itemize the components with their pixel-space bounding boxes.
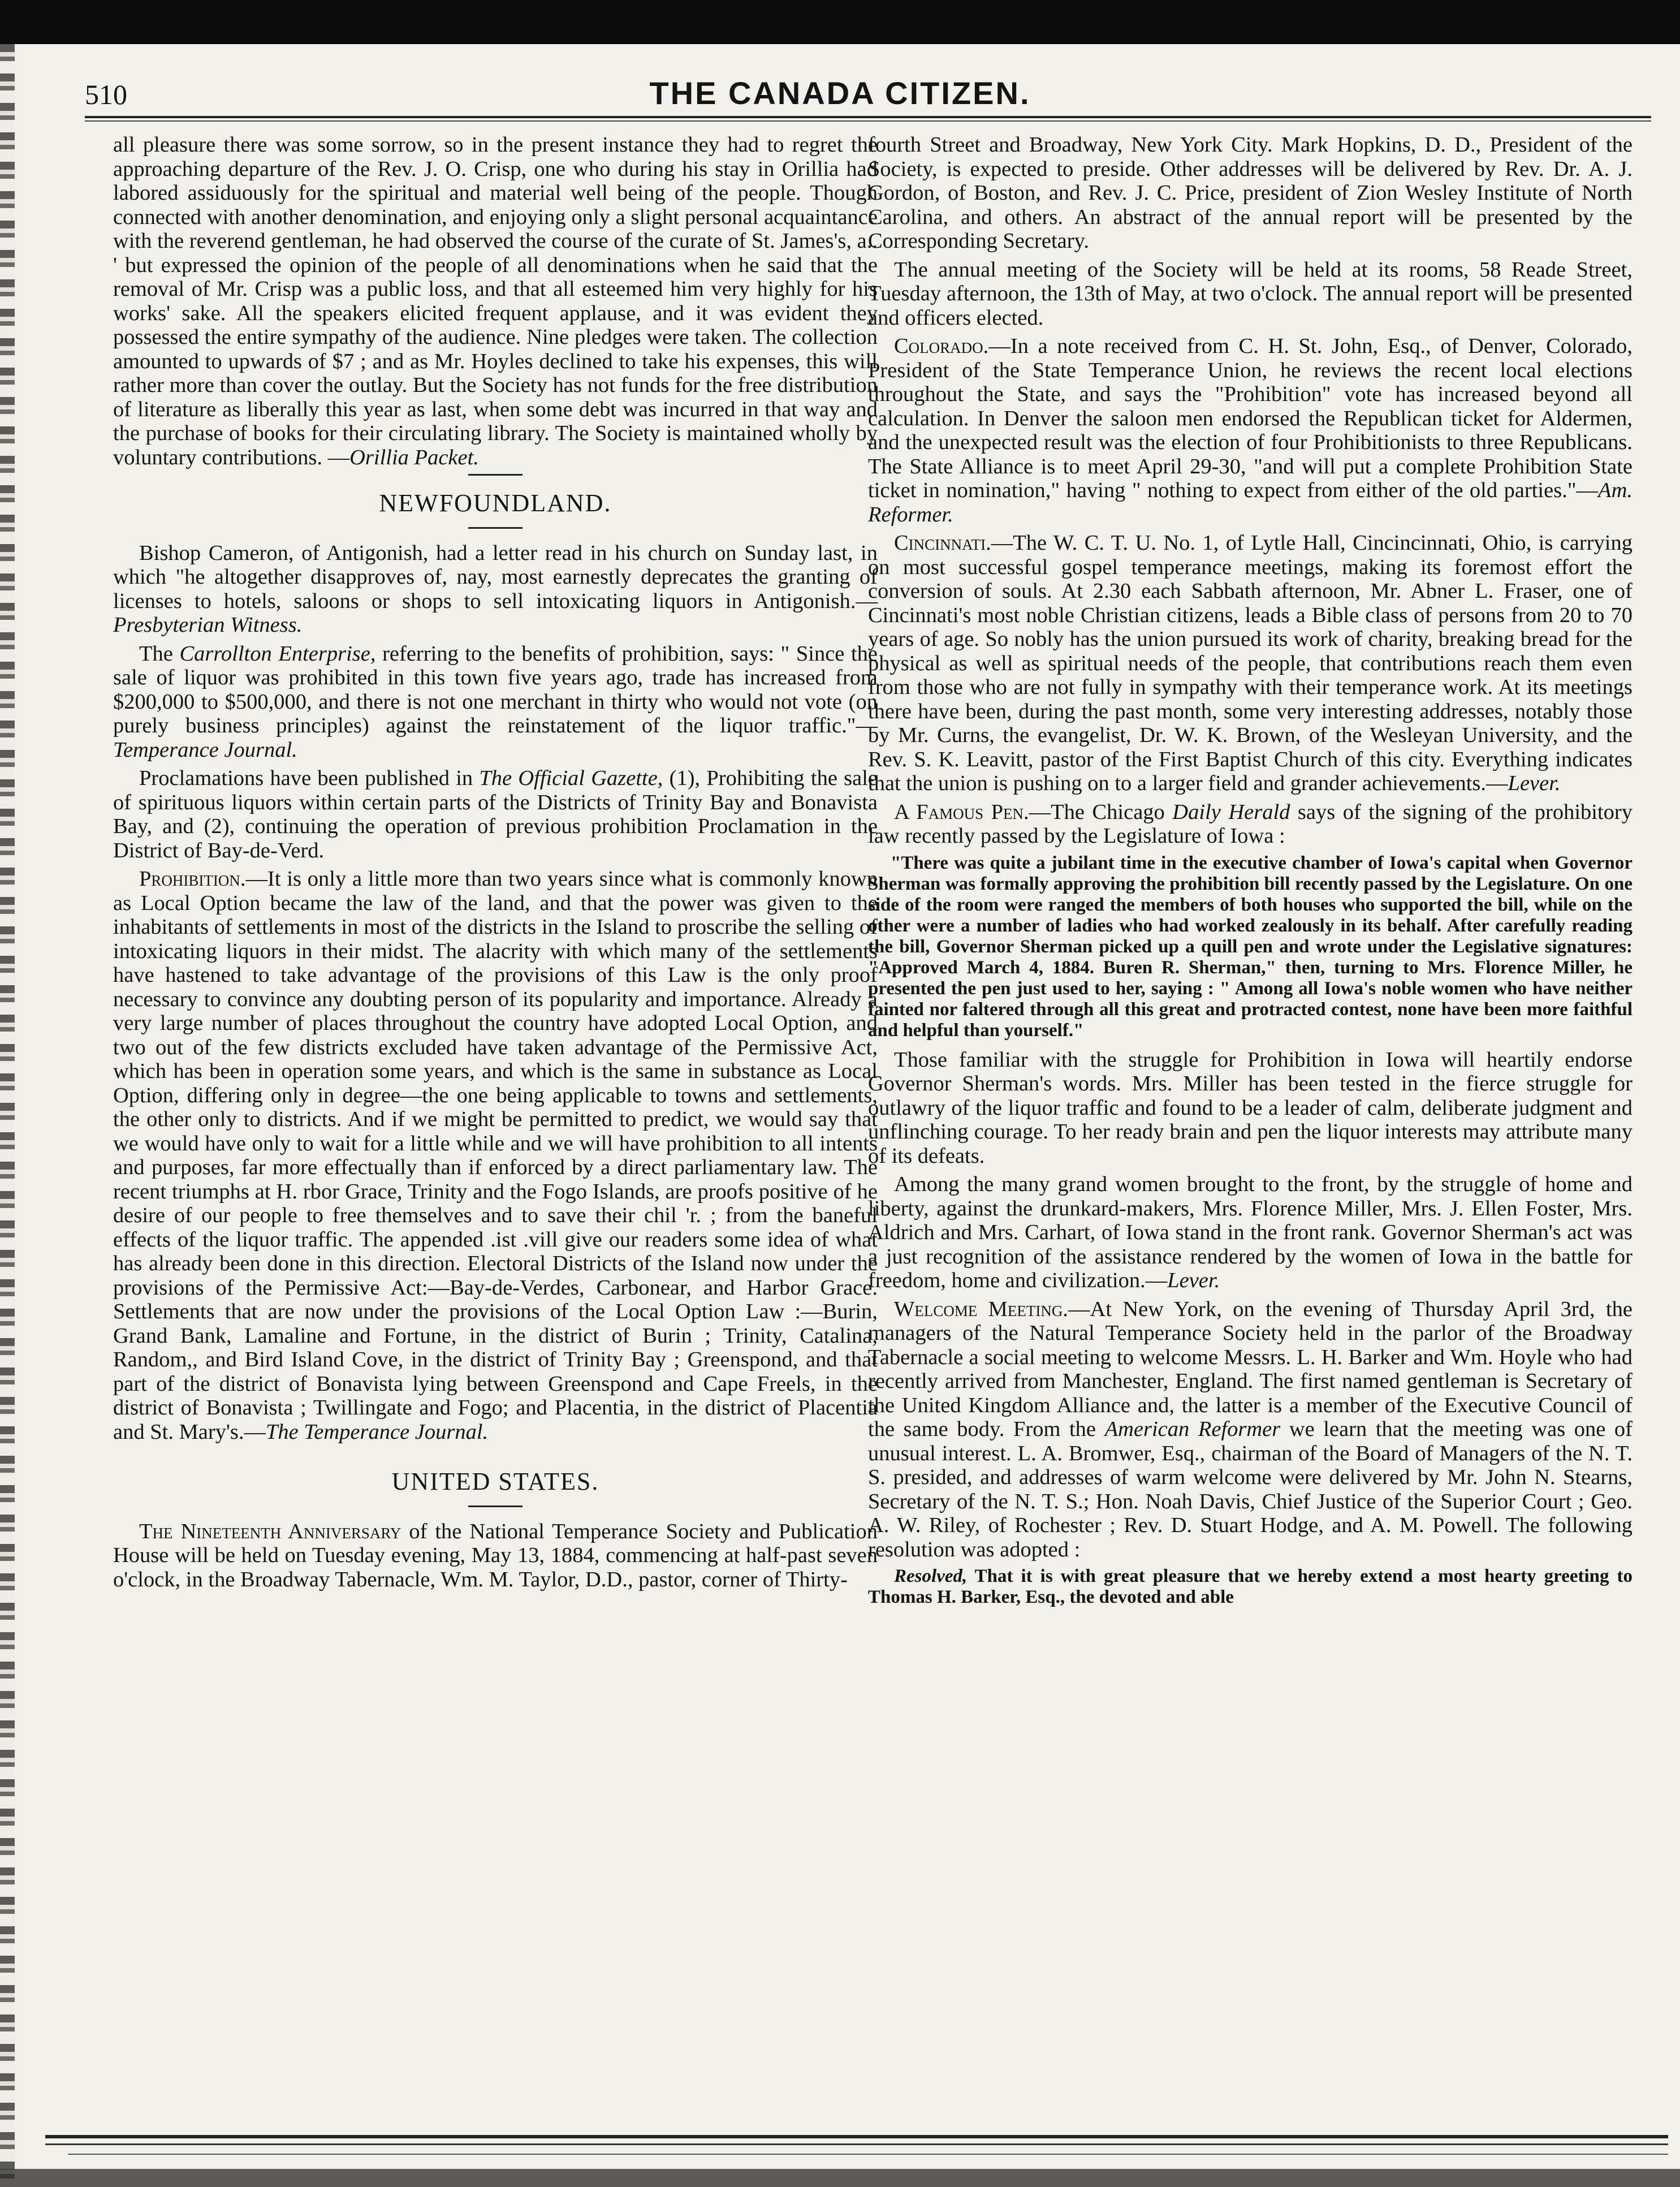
page-number: 510 — [85, 79, 127, 110]
footer-rule — [45, 2135, 1668, 2138]
section-rule — [468, 474, 522, 476]
source-credit: Temperance Journal. — [113, 737, 297, 762]
paragraph-lead: A Famous Pen. — [894, 800, 1029, 824]
paragraph-lead: Resolved, — [894, 1566, 968, 1586]
article-paragraph: Colorado.—In a note received from C. H. St. John, Esq., of Denver, Colorado, President of the State Temperance Union, he reviews the recent local elections throughout the State, and says the "Prohibition" vote has increased beyond all calculation. In Denver the saloon men endorsed the Republican ticket for Aldermen, and the unexpected result was the election of four Prohibitionists to three Republicans. The State Alliance is to meet April 29-30, "and will put a complete Prohibition State ticket in nomination," having " nothing to expect from either of the old parties."—Am. Reformer. — [868, 334, 1633, 527]
article-paragraph: The annual meeting of the Society will be held at its rooms, 58 Reade Street, Tuesday afternoon, the 13th of May, at two o'clock. The annual report will be presented and officers elected. — [868, 257, 1633, 330]
source-credit: Presbyterian Witness. — [113, 613, 303, 637]
footer-rule-hairline — [68, 2154, 1668, 2155]
section-heading-united-states: UNITED STATES. — [391, 1468, 599, 1495]
publication-name: American Reformer — [1104, 1417, 1281, 1441]
paragraph-lead: Welcome Meeting. — [894, 1297, 1069, 1321]
article-paragraph: Bishop Cameron, of Antigonish, had a letter read in his church on Sunday last, in which "he altogether disapproves of, nay, most earnestly deprecates the granting of licenses to hotels, saloons or shops to sell intoxicating liquors in Antigonish.—Presbyterian Witness. — [113, 541, 878, 637]
quote-text: "There was quite a jubilant time in the executive chamber of Iowa's capital when Governor Sherman was formally approving the prohibition bill recently passed by the Legislature. On one side of the room were ranged the members of both houses who supported the bill, while on the other were a number of ladies who had worked zealously in its behalf. After carefully reading the bill, Governor Sherman picked up a quill pen and wrote under the Legislative signatures: "Approved March 4, 1884. Buren R. Sherman," then, turning to Mrs. Florence Miller, he presented the pen just used to her, saying : " Among all Iowa's noble women who have neither fainted nor faltered through all this great and protracted contest, none have been more faithful and helpful than yourself." — [868, 852, 1633, 1041]
article-paragraph: Prohibition.—It is only a little more than two years since what is commonly known as Local Option became the law of the land, and that the power was given to the inhabitants of settlements in most of the districts in the Island to proscribe the selling of intoxicating liquors in their midst. The alacrity with which many of the settlements have hastened to take advantage of the provisions of this Law is the only proof necessary to convince any doubting person of its popularity and importance. Already a very large number of places throughout the country have adopted Local Option, and two out of the few districts excluded have taken advantage of the Permissive Act, which has been in operation some years, and which is the same in substance as Local Option, differing only in degree—the one being applicable to towns and settlements, the other only to districts. And if we might be permitted to predict, we would say that we would have only to wait for a little while and we will have prohibition to all intents and purposes, far more effectually than if enforced by a direct parliamentary law. The recent triumphs at H. rbor Grace, Trinity and the Fogo Islands, are proofs positive of he desire of our people to free themselves and to save their chil 'r. ; from the baneful effects of the liquor traffic. The appended .ist .vill give our readers some idea of what has already been done in this direction. Electoral Districts of the Island now under the provisions of the Permissive Act:—Bay-de-Verdes, Carbonear, and Harbor Grace. Settlements that are now under the provisions of the Local Option Law :—Burin, Grand Bank, Lamaline and Fortune, in the district of Burin ; Trinity, Catalina, Random,, and Bird Island Cove, in the district of Trinity Bay ; Greenspond, and that part of the district of Bonavista lying between Greenspond and Cape Freels, in the district of Bonavista ; Twillingate and Fogo; and Placentia, in the district of Placentia and St. Mary's.—The Temperance Journal. — [113, 867, 878, 1444]
article-paragraph: Among the many grand women brought to the front, by the struggle of home and liberty, against the drunkard-makers, Mrs. Florence Miller, Mrs. J. Ellen Foster, Mrs. Aldrich and Mrs. Carhart, of Iowa stand in the front rank. Governor Sherman's act was a just recognition of the assistance rendered by the women of Iowa in the battle for freedom, home and civilization.—Lever. — [868, 1172, 1633, 1292]
article-paragraph: The Nineteenth Anniversary of the National Temperance Society and Publication House will be held on Tuesday evening, May 13, 1884, commencing at half-past seven o'clock, in the Broadway Tabernacle, Wm. M. Taylor, D.D., pastor, corner of Thirty- — [113, 1519, 878, 1591]
source-credit: Lever. — [1167, 1269, 1220, 1292]
source-credit: Lever. — [1508, 771, 1561, 795]
header-rule — [85, 116, 1651, 118]
publication-name: Daily Herald — [1172, 800, 1290, 824]
scan-bottom-border — [0, 2169, 1680, 2187]
section-rule — [468, 527, 522, 529]
right-column — [868, 133, 1633, 1612]
section-rule — [468, 1506, 522, 1507]
header-rule-thin — [85, 120, 1651, 122]
paragraph-lead: Cincinnati. — [894, 531, 991, 555]
article-paragraph: Proclamations have been published in The Official Gazette, (1), Prohibiting the sale of spirituous liquors within certain parts of the Districts of Trinity Bay and Bonavista Bay, and (2), continuing the operation of previous prohibition Proclamation in the District of Bay-de-Verd. — [113, 766, 878, 862]
article-paragraph: Welcome Meeting.—At New York, on the evening of Thursday April 3rd, the managers of the Natural Temperance Society held in the parlor of the Broadway Tabernacle a social meeting to welcome Messrs. L. H. Barker and Wm. Hoyle who had recently arrived from Manchester, England. The first named gentleman is Secretary of the United Kingdom Alliance and, the latter is a member of the Executive Council of the same body. From the American Reformer we learn that the meeting was one of unusual interest. L. A. Bromwer, Esq., chairman of the Board of Managers of the N. T. S. presided, and addresses of warm welcome were delivered by Mr. John N. Stearns, Secretary of the N. T. S.; Hon. Noah Davis, Chief Justice of the Superior Court ; Geo. A. W. Riley, of Rochester ; Rev. D. Stuart Hodge, and A. M. Powell. The following resolution was adopted : — [868, 1297, 1633, 1561]
article-paragraph: A Famous Pen.—The Chicago Daily Herald says of the signing of the prohibitory law recently passed by the Legislature of Iowa : — [868, 800, 1633, 848]
paragraph-lead: The Nineteenth Anniversary — [139, 1519, 401, 1543]
article-paragraph: The Carrollton Enterprise, referring to the benefits of prohibition, says: " Since the sale of liquor was prohibited in this town five years ago, trade has increased from $200,000 to $500,000, and there is not one merchant in thirty who would not vote (on purely business principles) against the reinstatement of the liquor traffic."—Temperance Journal. — [113, 641, 878, 762]
publication-name: The Official Gazette, — [479, 766, 663, 790]
paragraph-lead: Prohibition. — [139, 867, 246, 891]
section-heading-newfoundland: NEWFOUNDLAND. — [379, 489, 612, 517]
article-paragraph: fourth Street and Broadway, New York City. Mark Hopkins, D. D., President of the Society, is expected to preside. Other addresses will be delivered by Rev. Dr. A. J. Gordon, of Boston, and Rev. J. C. Price, president of Zion Wesley Institute of North Carolina, and others. An abstract of the annual report will be presented by the Corresponding Secretary. — [868, 133, 1633, 253]
source-credit: Orillia Packet. — [349, 445, 479, 469]
publication-name: Carrollton Enterprise, — [179, 641, 376, 666]
publication-title: THE CANADA CITIZEN. — [649, 75, 1031, 111]
source-credit: Am. Reformer. — [868, 478, 1633, 527]
source-credit: The Temperance Journal. — [266, 1420, 489, 1444]
article-paragraph: Those familiar with the struggle for Prohibition in Iowa will heartily endorse Governor Sherman's words. Mrs. Miller has been tested in the fierce struggle for outlawry of the liquor traffic and found to be a leader of calm, deliberate judgment and unflinching courage. To her ready brain and pen the liquor interests may attribute many of its defeats. — [868, 1047, 1633, 1168]
article-paragraph: Cincinnati.—The W. C. T. U. No. 1, of Lytle Hall, Cincincinnati, Ohio, is carrying on most successful gospel temperance meetings, making its foremost effort the conversion of souls. At 2.30 each Sabbath afternoon, Mr. Abner L. Fraser, one of Cincinnati's most noble Christian citizens, leads a Bible class of persons from 20 to 70 years of age. So nobly has the union pursued its work of charity, breaking bread for the physical as well as spiritual needs of the people, that contributions reach them even from those who are not fully in sympathy with their temperance work. At its meetings there have been, during the past month, some very interesting addresses, notably those by Mr. Curns, the evangelist, Dr. W. K. Brown, of the Wesleyan University, and the Rev. S. K. Leavitt, pastor of the First Baptist Church of this city. Everything indicates that the union is pushing on to a larger field and grander achievements.—Lever. — [868, 531, 1633, 795]
resolution-text: Resolved, That it is with great pleasure that we hereby extend a most hearty greeting to Thomas H. Barker, Esq., the devoted and able — [868, 1566, 1633, 1607]
paragraph-lead: Colorado. — [894, 334, 989, 358]
footer-rule-thin — [45, 2143, 1668, 2145]
article-paragraph: all pleasure there was some sorrow, so in the present instance they had to regret the approaching departure of the Rev. J. O. Crisp, one who during his stay in Orillia had labored assiduously for the spiritual and material well being of the people. Though connected with another denomination, and enjoying only a slight personal acquaintance with the reverend gentleman, he had observed the course of the curate of St. James's, a.. ' but expressed the opinion of the people of all denominations when he said that the removal of Mr. Crisp was a public loss, and that all esteemed him very highly for his works' sake. All the speakers elicited frequent applause, and it was evident they possessed the entire sympathy of the audience. Nine pledges were taken. The collection amounted to upwards of $7 ; and as Mr. Hoyles declined to take his expenses, this will rather more than cover the outlay. But the Society has not funds for the free distribution of literature as liberally this year as last, when some debt was incurred in that way and the purchase of books for their circulating library. The Society is maintained wholly by voluntary contributions. —Orillia Packet. — [113, 133, 878, 469]
scan-top-border — [0, 0, 1680, 44]
left-column — [113, 133, 878, 1596]
block-quote — [868, 853, 1633, 1041]
scan-left-edge — [0, 44, 15, 2187]
